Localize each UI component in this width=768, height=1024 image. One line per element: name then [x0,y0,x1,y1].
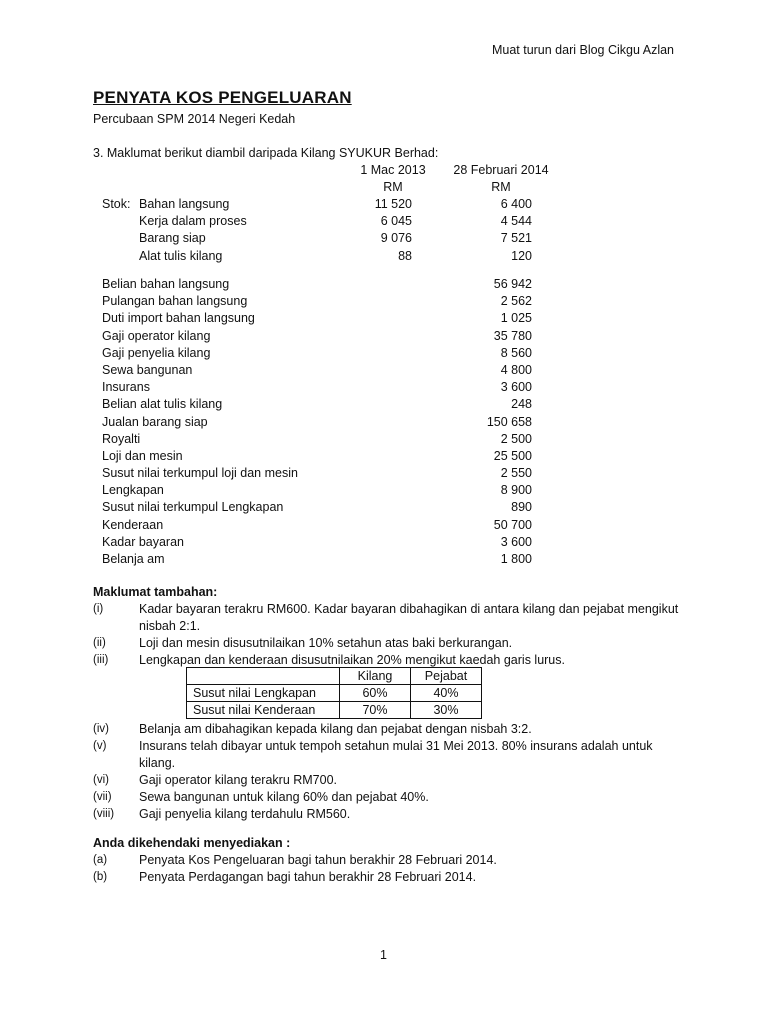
stock-prefix: Stok: [102,197,131,211]
note-item [93,806,693,823]
note-number: (iv) [93,723,109,735]
ledger-row [0,465,768,482]
required-item [93,869,693,886]
ledger-row [0,482,768,499]
item-label: Belian bahan langsung [102,277,230,291]
ledger-items [0,276,768,568]
item-label: Pulangan bahan langsung [102,294,248,309]
page-title: PENYATA KOS PENGELUARAN [93,88,352,107]
stock-row [0,230,768,247]
item-value: 2 500 [500,431,532,446]
note-text: Gaji penyelia kilang terdahulu RM560. [139,807,351,821]
ledger-row [0,517,768,534]
stock-label: Barang siap [139,231,206,246]
table-cell: 60% [340,685,411,702]
ledger-row [0,293,768,310]
ledger-row [0,414,768,431]
note-text: Insurans telah dibayar untuk tempoh setahun mulai 31 Mei 2013. 80% insurans adalah untuk kilang. [139,739,653,770]
note-text: Loji dan mesin disusutnilaikan 10% setahun atas baki berkurangan. [139,636,513,650]
ledger-row [0,276,768,293]
item-label: Belian alat tulis kilang [102,397,223,412]
item-label: Kadar bayaran [102,534,185,549]
stock-label: Bahan langsung [139,197,230,211]
note-text: Gaji operator kilang terakru RM700. [139,773,338,787]
item-label: Sewa bangunan [102,362,193,377]
item-label: Kenderaan [102,517,164,532]
stock-value-2013: 6 045 [380,214,412,229]
item-value: 50 700 [493,517,532,532]
note-number: (ii) [93,637,106,649]
note-item [93,721,693,738]
item-value: 1 025 [500,311,532,326]
item-value: 3 600 [500,534,532,549]
ledger-row [0,362,768,379]
additional-info-heading: Maklumat tambahan: [93,585,218,599]
stock-value-2013: 11 520 [374,197,412,211]
item-value: 4 800 [500,362,532,377]
stock-value-2014: 4 544 [500,214,532,229]
item-label: Lengkapan [102,483,164,498]
item-label: Jualan barang siap [102,414,208,429]
stock-label: Kerja dalam proses [139,214,247,229]
item-label: Susut nilai terkumpul Lengkapan [102,500,284,515]
note-item [93,635,693,652]
item-value: 1 800 [500,552,532,566]
note-item [93,601,693,635]
stock-value-2013: 9 076 [380,231,412,246]
item-value: 8 560 [500,345,532,360]
item-value: 35 780 [493,328,532,343]
ledger-row [0,396,768,413]
item-label: Loji dan mesin [102,448,183,463]
item-label: Susut nilai terkumpul loji dan mesin [102,466,298,481]
note-item [93,772,693,789]
note-number: (i) [93,603,104,615]
ledger-row [0,448,768,465]
table-cell: Susut nilai Kenderaan [187,702,340,719]
page-subtitle: Percubaan SPM 2014 Negeri Kedah [93,112,296,126]
note-number: (vi) [93,774,109,786]
column-header-date1: 1 Mac 2013 [360,163,426,177]
stock-row [0,196,768,213]
column-header-date2: 28 Februari 2014 [453,163,549,177]
header-note: Muat turun dari Blog Cikgu Azlan [491,43,674,57]
item-value: 25 500 [493,448,532,463]
required-text: Penyata Perdagangan bagi tahun berakhir 28 Februari 2014. [139,870,477,884]
item-value: 150 658 [486,414,532,429]
item-value: 3 600 [500,380,532,395]
stock-value-2014: 120 [511,248,532,263]
ledger-row [0,379,768,396]
item-label: Duti import bahan langsung [102,311,255,326]
ledger-row [0,551,768,568]
required-letter: (b) [93,871,108,883]
question-intro: 3. Maklumat berikut diambil daripada Kilang SYUKUR Berhad: [93,146,439,160]
note-item [93,789,693,806]
table-cell: 40% [411,685,482,702]
ledger-row [0,431,768,448]
item-value: 2 562 [500,294,532,309]
table-row [187,668,482,685]
note-text: Lengkapan dan kenderaan disusutnilaikan 20% mengikut kaedah garis lurus. [139,653,565,667]
note-text: Sewa bangunan untuk kilang 60% dan pejabat 40%. [139,790,429,804]
table-header-cell: Kilang [340,668,411,685]
table-row [187,702,482,719]
stock-row [0,248,768,265]
note-text: Kadar bayaran terakru RM600. Kadar bayaran dibahagikan di antara kilang dan pejabat mengikut nisbah 2:1. [139,602,679,633]
required-text: Penyata Kos Pengeluaran bagi tahun berakhir 28 Februari 2014. [139,853,497,867]
item-label: Belanja am [102,552,165,566]
item-value: 248 [511,397,532,412]
stock-value-2014: 7 521 [500,231,532,246]
stock-list [0,196,768,265]
note-number: (vii) [93,791,112,803]
page-number: 1 [380,948,387,962]
column-unit1: RM [383,180,403,194]
stock-label: Alat tulis kilang [139,248,223,263]
item-value: 2 550 [500,466,532,481]
table-header-cell: Pejabat [411,668,482,685]
item-value: 8 900 [500,483,532,498]
column-unit2: RM [491,180,511,194]
item-value: 56 942 [493,277,532,291]
item-value: 890 [511,500,532,515]
depreciation-table [186,667,482,719]
note-number: (v) [93,740,107,752]
table-cell: 70% [340,702,411,719]
table-cell: Susut nilai Lengkapan [187,685,340,702]
item-label: Royalti [102,431,141,446]
table-cell [187,668,340,685]
stock-value-2013: 88 [398,248,412,263]
item-label: Gaji penyelia kilang [102,345,211,360]
item-label: Gaji operator kilang [102,328,211,343]
required-heading: Anda dikehendaki menyediakan : [93,836,291,850]
ledger-row [0,345,768,362]
note-number: (iii) [93,654,109,666]
item-label: Insurans [102,380,150,395]
stock-value-2014: 6 400 [500,197,532,211]
ledger-row [0,310,768,327]
table-row [187,685,482,702]
note-number: (viii) [93,808,115,820]
note-text: Belanja am dibahagikan kepada kilang dan pejabat dengan nisbah 3:2. [139,722,532,736]
ledger-row [0,328,768,345]
required-item [93,852,693,869]
ledger-row [0,534,768,551]
ledger-row [0,499,768,516]
table-cell: 30% [411,702,482,719]
required-letter: (a) [93,854,108,866]
stock-row [0,213,768,230]
note-item [93,738,693,772]
